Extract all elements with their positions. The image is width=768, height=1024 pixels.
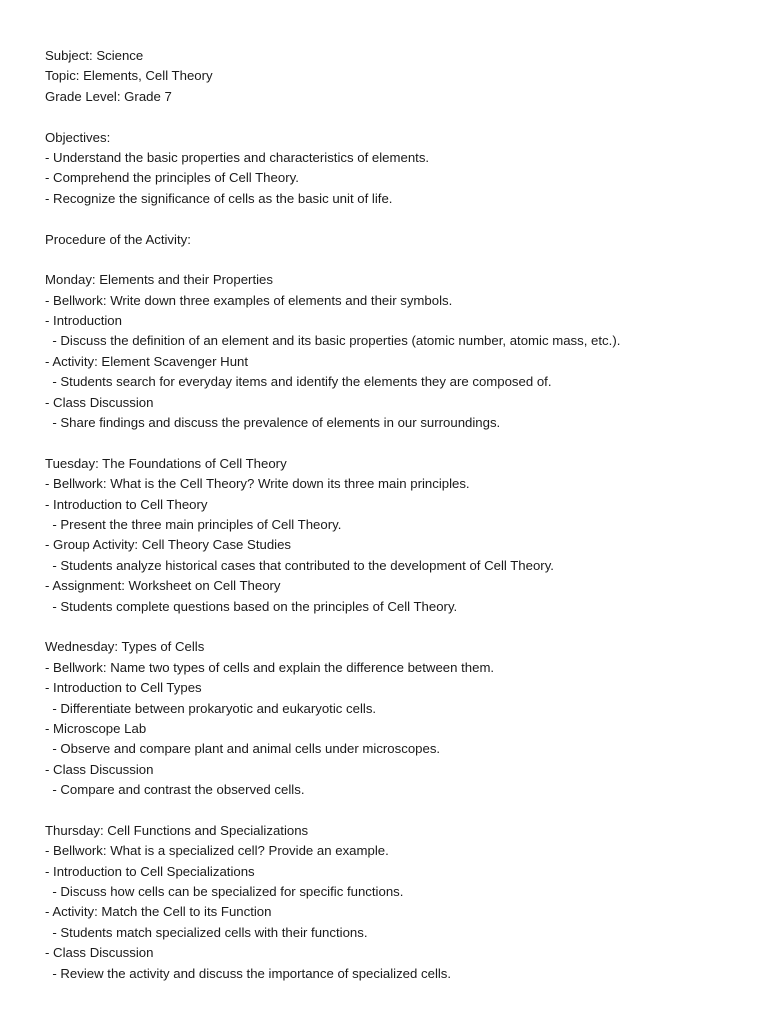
day-heading: Monday: Elements and their Properties	[45, 272, 273, 288]
day-heading: Wednesday: Types of Cells	[45, 639, 205, 655]
procedure-line: - Compare and contrast the observed cells.	[45, 782, 305, 798]
objective-item: - Understand the basic properties and characteristics of elements.	[45, 149, 430, 165]
procedure-line: - Bellwork: What is the Cell Theory? Write down its three main principles.	[45, 476, 470, 492]
procedure-line: - Assignment: Worksheet on Cell Theory	[45, 578, 281, 594]
spacer	[45, 209, 745, 229]
procedure-line: - Activity: Match the Cell to its Function	[45, 904, 272, 920]
procedure-line: - Bellwork: Write down three examples of elements and their symbols.	[45, 292, 453, 308]
procedure-line: - Microscope Lab	[45, 720, 147, 736]
procedure-line: - Activity: Element Scavenger Hunt	[45, 353, 249, 369]
procedure-line: - Introduction to Cell Theory	[45, 496, 208, 512]
subject-line: Subject: Science	[45, 48, 144, 63]
procedure-line: - Class Discussion	[45, 945, 154, 961]
procedure-line: - Students search for everyday items and identify the elements they are composed of.	[45, 374, 552, 390]
day-section-thursday	[45, 821, 745, 984]
procedure-line: - Introduction to Cell Specializations	[45, 863, 255, 879]
day-section-monday	[45, 270, 745, 433]
objective-item: - Comprehend the principles of Cell Theory.	[45, 170, 299, 186]
spacer	[45, 433, 745, 453]
procedure-line: - Share findings and discuss the prevalence of elements in our surroundings.	[45, 415, 501, 431]
procedure-line: - Introduction to Cell Types	[45, 680, 202, 696]
procedure-line: - Students match specialized cells with their functions.	[45, 924, 368, 940]
procedure-line: - Class Discussion	[45, 761, 154, 777]
objectives-section	[45, 128, 745, 210]
procedure-line: - Discuss how cells can be specialized for specific functions.	[45, 884, 404, 900]
day-heading: Thursday: Cell Functions and Specializations	[45, 822, 309, 838]
procedure-line: - Students complete questions based on the principles of Cell Theory.	[45, 598, 458, 614]
procedure-line: - Introduction	[45, 313, 122, 329]
lesson-plan-page	[45, 46, 745, 984]
procedure-line: - Bellwork: What is a specialized cell? Provide an example.	[45, 843, 389, 859]
procedure-line: - Present the three main principles of Cell Theory.	[45, 516, 342, 532]
procedure-line: - Observe and compare plant and animal cells under microscopes.	[45, 741, 441, 757]
grade-line: Grade Level: Grade 7	[45, 88, 172, 104]
procedure-line: - Discuss the definition of an element and its basic properties (atomic number, atomic mass, etc.).	[45, 333, 621, 349]
header-block	[45, 46, 745, 107]
objective-item: - Recognize the significance of cells as the basic unit of life.	[45, 190, 393, 206]
spacer	[45, 617, 745, 637]
spacer	[45, 800, 745, 820]
procedure-line: - Class Discussion	[45, 394, 154, 410]
spacer	[45, 250, 745, 270]
procedure-line: - Review the activity and discuss the importance of specialized cells.	[45, 965, 452, 981]
procedure-heading: Procedure of the Activity:	[45, 231, 191, 247]
procedure-line: - Bellwork: Name two types of cells and explain the difference between them.	[45, 659, 495, 675]
spacer	[45, 107, 745, 127]
procedure-line: - Students analyze historical cases that contributed to the development of Cell Theory.	[45, 557, 554, 573]
day-heading: Tuesday: The Foundations of Cell Theory	[45, 455, 287, 471]
procedure-line: - Group Activity: Cell Theory Case Studies	[45, 537, 292, 553]
day-section-tuesday	[45, 454, 745, 617]
procedure-line: - Differentiate between prokaryotic and eukaryotic cells.	[45, 700, 377, 716]
topic-line: Topic: Elements, Cell Theory	[45, 68, 213, 84]
objectives-heading: Objectives:	[45, 129, 111, 145]
day-section-wednesday	[45, 637, 745, 800]
